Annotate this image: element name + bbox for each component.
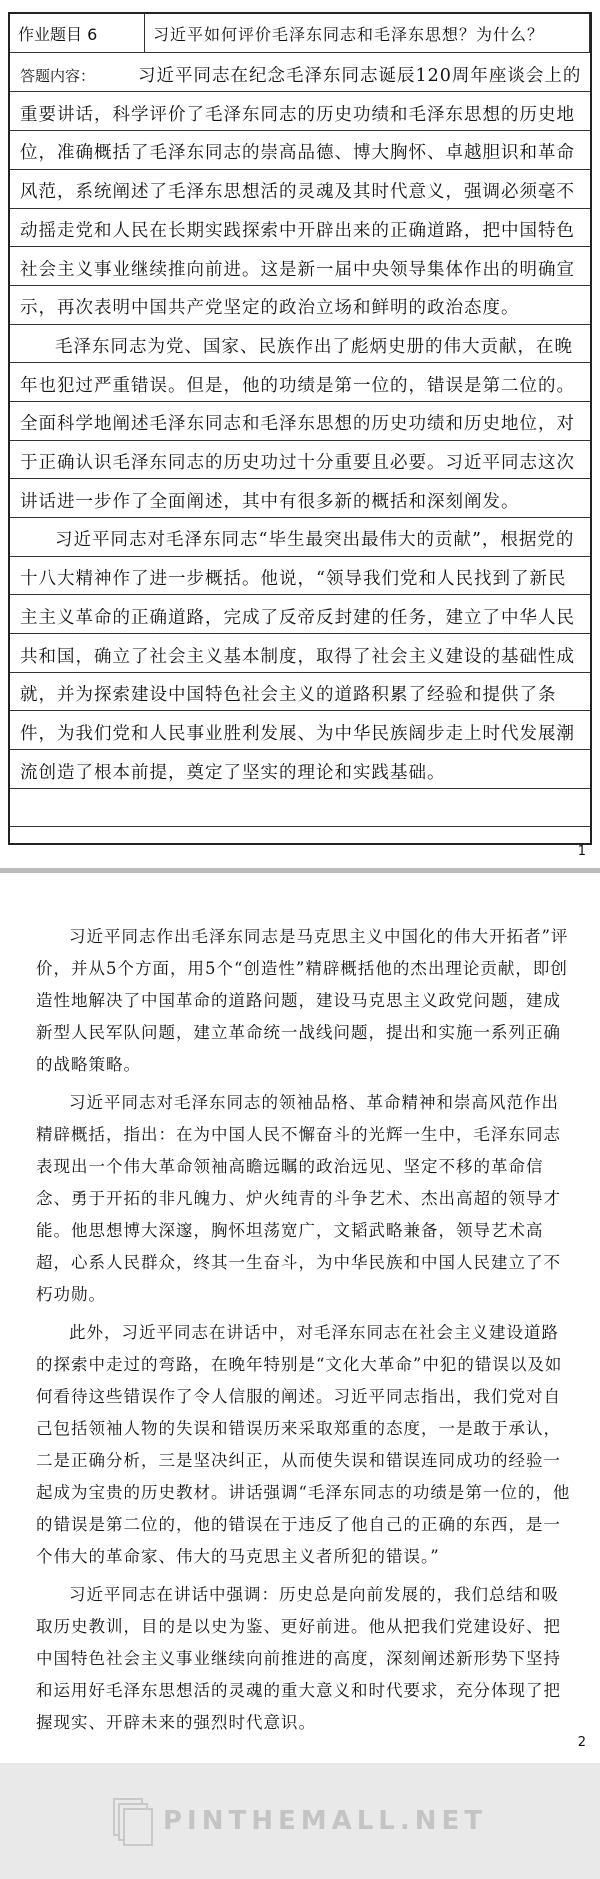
answer-area: [10, 53, 590, 843]
answer-label: 答题内容：: [20, 67, 96, 85]
paragraph-text: 毛泽东同志为党、国家、民族作出了彪炳史册的伟大贡献，在晚年也犯过严重错误。但是，他的功绩是第一位的，错误是第二位的。全面科学地阐述毛泽东同志和毛泽东思想的历史功绩和历史地位，对于正确认识毛泽东同志的历史功过十分重要且必要。习近平同志这次讲话进一步作了全面阐述，其中有很多新的概括和深刻阐发。: [20, 336, 575, 512]
pinthemall-logo: [113, 1798, 487, 1844]
stacked-pages-icon: [113, 1798, 151, 1844]
topic-question: 习近平如何评价毛泽东同志和毛泽东思想？为什么？: [145, 14, 590, 52]
handwritten-answer: [20, 57, 582, 792]
page-number: 2: [577, 1735, 586, 1750]
ruled-line: [10, 826, 590, 827]
answer-sheet-page-1: [0, 0, 600, 868]
topic-row: [10, 14, 590, 53]
paragraph-text: 习近平同志对毛泽东同志“毕生最突出最伟大的贡献”，根据党的十八大精神作了进一步概括。他说，“领导我们党和人民找到了新民主主义革命的正确道路，完成了反帝反封建的任务，建立了中华人民共和国，确立了社会主义基本制度，取得了社会主义建设的基础性成就，并为探索建设中国特色社会主义的道路积累了经验和提供了条件，为我们党和人民事业胜利发展、为中华民族阔步走上时代发展潮流创造了根本前提，奠定了坚实的理论和实践基础。: [20, 530, 575, 783]
continuation-paragraph: 习近平同志作出毛泽东同志是马克思主义中国化的伟大开拓者”评价，并从5个方面，用5个“创造性”精辟概括他的杰出理论贡献，即创造性地解决了中国革命的道路问题，建设马克思主义政党问题，建成新型人民军队问题，建立革命统一战线问题，提出和实施一系列正确的战略策略。: [36, 927, 569, 1074]
paragraph-text: 习近平同志在纪念毛泽东同志诞辰120周年座谈会上的重要讲话，科学评价了毛泽东同志的历史功绩和毛泽东思想的历史地位，准确概括了毛泽东同志的崇高品德、博大胸怀、卓越胆识和革命风范，系统阐述了毛泽东思想活的灵魂及其时代意义，强调必须毫不动摇走党和人民在长期实践探索中开辟出来的正确道路，把中国特色社会主义事业继续推向前进。这是新一届中央领导集体作出的明确宣示，再次表明中国共产党坚定的政治立场和鲜明的政治态度。: [20, 66, 582, 319]
watermark-footer: [0, 1763, 600, 1879]
answer-sheet-page-2: [0, 873, 600, 1763]
answer-paragraph: [20, 328, 582, 522]
continuation-paragraph: 习近平同志在讲话中强调：历史总是向前发展的，我们总结和吸取历史教训，目的是以史为鉴、更好前进。他从把我们党建设好、把中国特色社会主义事业继续向前推进的高度，深刻阐述新形势下坚持和运用好毛泽东思想活的灵魂的重大意义和时代要求，充分体现了把握现实、开辟未来的强烈时代意识。: [36, 1585, 561, 1732]
continuation-paragraph: 习近平同志对毛泽东同志的领袖品格、革命精神和崇高风范作出精辟概括，指出：在为中国人民不懈奋斗的光辉一生中，毛泽东同志表现出一个伟大革命领袖高瞻远瞩的政治远见、坚定不移的革命信念、勇于开拓的非凡魄力、炉火纯青的斗争艺术、杰出高超的领导才能。他思想博大深邃，胸怀坦荡宽广，文韬武略兼备，领导艺术高超，心系人民群众，终其一生奋斗，为中华民族和中国人民建立了不朽功勋。: [36, 1093, 561, 1304]
brand-text: PINTHEMALL.NET: [162, 1806, 487, 1836]
page-number: 1: [577, 844, 586, 859]
answer-paragraph: [20, 57, 582, 328]
handwritten-continuation: [36, 921, 572, 1745]
answer-paragraph: [20, 521, 582, 792]
answer-label-spacer: [20, 57, 138, 96]
answer-grid: [8, 12, 592, 845]
topic-label: 作业题目 6: [10, 14, 145, 52]
continuation-paragraph: 此外，习近平同志在讲话中，对毛泽东同志在社会主义建设道路的探索中走过的弯路，在晚年特别是“文化大革命”中犯的错误以及如何看待这些错误作了令人信服的阐述。习近平同志指出，我们党对自己包括领袖人物的失误和错误历来采取郑重的态度，一是敢于承认，二是正确分析，三是坚决纠正，从而使失误和错误连同成功的经验一起成为宝贵的历史教材。讲话强调“毛泽东同志的功绩是第一位的，他的错误是第二位的，他的错误在于违反了他自己的正确的东西，是一个伟大的革命家、伟大的马克思主义者所犯的错误。”: [36, 1323, 571, 1566]
